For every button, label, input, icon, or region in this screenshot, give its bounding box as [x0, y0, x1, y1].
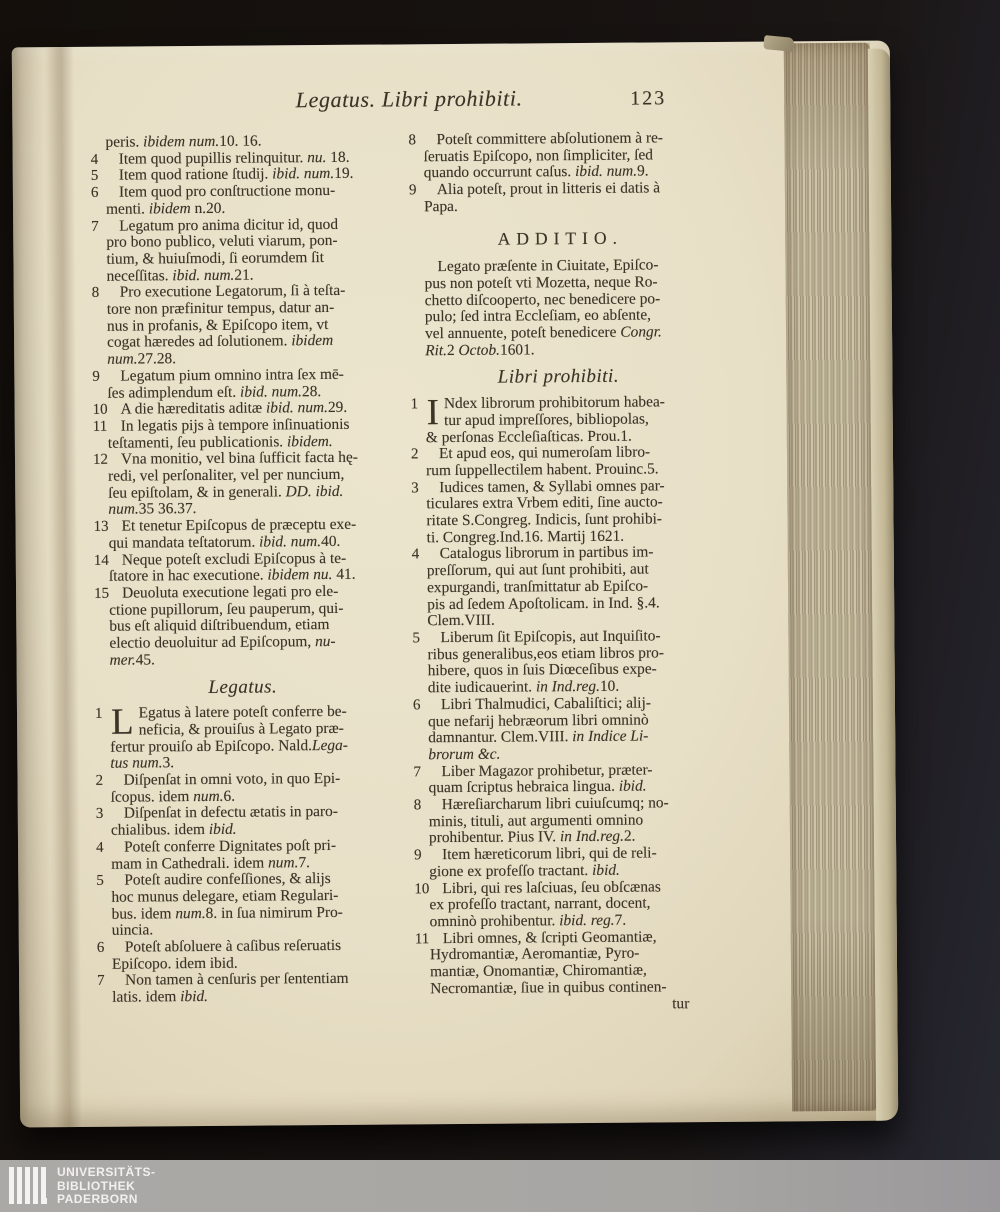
index-entry: [92, 449, 390, 519]
library-name-line: UNIVERSITÄTS-: [57, 1165, 156, 1179]
index-entry: [94, 701, 392, 773]
index-entry: [92, 415, 389, 452]
entry-text: Poteſt audire confeſſiones, & alijs hoc munus delegare, etiam Regulari- bus. idem num.8. in ſua nimirum Pro- uincia.: [111, 870, 343, 940]
paragraph: [424, 257, 706, 359]
fore-edge-page-stack: [784, 43, 878, 1112]
section-heading: ADDITIO.: [497, 227, 624, 249]
entry-text: Item quod pupillis relinquitur. nu. 18.: [118, 148, 350, 168]
index-entry: [410, 443, 707, 480]
entry-number: 6: [412, 697, 421, 714]
entry-number: 2: [410, 446, 419, 463]
entry-text: A die hæreditatis aditæ ibid. num.29.: [120, 399, 348, 418]
index-entry: [410, 392, 707, 446]
index-entry: [90, 182, 387, 219]
drop-cap: L: [110, 701, 134, 743]
entry-number: 13: [93, 518, 109, 536]
entry-text: Legatum pium omnino intra ſex mē- ſes adimplendum eſt. ibid. num.28.: [107, 365, 344, 402]
entry-number: 6: [96, 939, 105, 956]
text-columns: [90, 130, 711, 1018]
index-entry: [408, 129, 704, 182]
entry-number: 1: [410, 396, 419, 413]
entry-number: 11: [414, 930, 430, 947]
index-entry: [96, 936, 393, 974]
index-entry: [408, 179, 705, 216]
entry-text: Libri, qui res laſciuas, ſeu obſcænas ex profeſſo tractant, narrant, docent, omninò prohibentur. ibid. reg.7.: [429, 877, 661, 931]
library-logo-dot-icon: [41, 1198, 47, 1204]
entry-text: I Ndex librorum prohibitorum habea- tur apud impreſſores, bibliopolas, & perſonas Eccleſiaſticas. Prou.1.: [425, 392, 665, 446]
entry-text: L Egatus à latere poteſt conferre be- neficia, & prouiſus à Legato præ- fertur prouiſo ab Epiſcopo. Nald.Lega- tus num.3.: [110, 701, 348, 773]
entry-text: Pro executione Legatorum, ſi à teſta- tore non præfinitur tempus, datur an- nus in profanis, & Epiſcopo item, vt cogat hæredes ad ſolutionem. ibidem num.27.28.: [106, 282, 346, 368]
index-entry: [413, 761, 709, 798]
corner-damage: [763, 35, 794, 52]
index-entry: [92, 365, 388, 402]
entry-number: 14: [93, 552, 109, 569]
index-entry: [95, 836, 392, 873]
entry-number: 8: [91, 285, 100, 302]
index-entry: [97, 970, 393, 1007]
entry-number: 9: [92, 368, 100, 385]
index-entry: [96, 870, 393, 940]
entry-number: 11: [92, 418, 108, 435]
entry-number: 3: [95, 806, 104, 823]
watermark-band: [0, 1160, 1000, 1212]
entry-number: 7: [97, 973, 105, 990]
entry-text: Poteſt conferre Dignitates poſt pri- mam in Cathedrali. idem num.7.: [111, 836, 337, 873]
entry-number: 5: [412, 630, 420, 647]
entry-number: 4: [411, 546, 420, 563]
entry-text: Alia poteſt, prout in litteris ei datis à Papa.: [423, 179, 661, 216]
entry-text: Iudices tamen, & Syllabi omnes par- ticulares extra Vrbem editi, ſine aucto- ritate S.Congreg. Indicis, ſunt prohibi- ti. Congreg.Ind.16. Martij 1621.: [426, 477, 665, 546]
entry-number: 5: [96, 873, 104, 890]
entry-text: Vna monitio, vel bina ſufficit facta hę- redi, vel perſonaliter, vel per nuncium, ſeu epiſtolam, & in generali. DD. ibid. num.35 36.37.: [108, 449, 358, 519]
entry-number: 9: [408, 182, 417, 199]
entry-text: Hæreſiarcharum libri cuiuſcumq; no- minis, tituli, aut argumenti omnino prohibentur. Pius IV. in Ind.reg.2.: [428, 794, 669, 847]
entry-text: Catalogus librorum in partibus im- preſſorum, qui aut ſunt prohibiti, aut expurgandi, tranſmittatur ab Epiſco- pis ad ſedem Apoſtolicam. in Ind. §.4. Clem.VIII.: [426, 543, 660, 630]
index-entry: [91, 282, 389, 369]
text-column-left: [90, 133, 393, 1018]
entry-text: Liberum ſit Epiſcopis, aut Inquiſito- ribus generalibus,eos etiam libros pro- hibere, quos in ſuis Diœceſibus expe- dite iudicauerint. in Ind.reg.10.: [427, 627, 664, 697]
entry-text: Item quod pro conſtructione monu- menti. ibidem n.20.: [105, 182, 336, 218]
entry-text: Poteſt abſoluere à caſibus reſeruatis Epiſcopo. idem ibid.: [111, 936, 342, 973]
index-entry: [93, 515, 389, 553]
index-entry: [93, 549, 390, 586]
entry-number: 10: [92, 401, 108, 419]
index-entry: [414, 877, 710, 931]
entry-text: Liber Magazor prohibetur, præter- quam ſcriptus hebraica lingua. ibid.: [428, 761, 653, 797]
entry-number: 1: [94, 705, 103, 723]
entry-number: 5: [90, 168, 99, 185]
entry-text: peris. ibidem num.10. 16.: [105, 132, 262, 151]
index-entry: [412, 627, 709, 697]
entry-text: Item quod ratione ſtudij. ibid. num.19.: [118, 165, 354, 185]
section-heading: Libri prohibiti.: [497, 366, 620, 389]
library-name: [57, 1166, 156, 1207]
library-name-line: PADERBORN: [57, 1192, 138, 1206]
page-content: [90, 84, 711, 1018]
section-heading: Legatus.: [208, 675, 278, 698]
entry-text: Diſpenſat in defectu ætatis in paro- chialibus. idem ibid.: [110, 803, 338, 839]
index-entry: [414, 928, 712, 998]
index-entry: [414, 844, 710, 881]
entry-number: 7: [91, 218, 99, 235]
text-column-right: [408, 130, 711, 1015]
catchword: tur: [672, 995, 690, 1013]
running-title: Legatus. Libri prohibiti.: [295, 85, 523, 113]
entry-text: Poteſt committere abſolutionem à re- ſeruatis Epiſcopo, non ſimpliciter, ſed quando occurrunt caſus. ibid. num.9.: [423, 129, 664, 182]
entry-number: 8: [413, 797, 422, 814]
entry-text: Libri omnes, & ſcripti Geomantiæ, Hydromantiæ, Aeromantiæ, Pyro- mantiæ, Onomantiæ, Chiromantiæ, Necromantiæ, ſiue in quibus continen-: [429, 928, 667, 997]
entry-number: 3: [411, 479, 419, 496]
entry-text: Et apud eos, qui numeroſam libro- rum ſuppellectilem habent. Prouinc.5.: [426, 443, 659, 480]
index-entry: [95, 803, 392, 840]
page-header: [90, 84, 704, 135]
entry-text: Non tamen à cenſuris per ſententiam latis. idem ibid.: [112, 970, 349, 1006]
index-entry: [95, 769, 391, 807]
entry-text: Libri Thalmudici, Cabaliſtici; alij- que nefarij hebræorum libri omninò damnantur. Clem.VIII. in Indice Li- brorum &c.: [428, 694, 652, 764]
entry-text: Et tenetur Epiſcopus de præceptu exe- qui mandata teſtatorum. ibid. num.40.: [108, 515, 357, 552]
entry-number: 2: [95, 772, 104, 789]
index-entry: [413, 794, 710, 847]
index-entry: [411, 543, 709, 630]
entry-text: Diſpenſat in omni voto, in quo Epi- ſcopus. idem num.6.: [110, 769, 341, 806]
entry-number: 4: [90, 151, 99, 168]
entry-text: Item hæreticorum libri, qui de reli- gione ex profeſſo tractant. ibid.: [429, 844, 657, 881]
book-page: [12, 41, 898, 1128]
index-entry: [411, 477, 708, 547]
entry-number: 15: [94, 585, 110, 602]
entry-text: Legatum pro anima dicitur id, quod pro bono publico, veluti viarum, pon- tium, & huiuſmodi, ſi eorumdem ſit neceſſitas. ibid. num.21.: [106, 215, 339, 285]
drop-cap: I: [426, 392, 440, 434]
entry-text: In legatis pijs à tempore inſinuationis teſtamenti, ſeu publicationis. ibidem.: [107, 415, 350, 452]
page-number: 123: [630, 87, 667, 110]
entry-number: 10: [414, 880, 430, 897]
entry-number: 12: [92, 452, 109, 469]
entry-number: 6: [90, 184, 99, 201]
entry-text: Deuoluta executione legati pro ele- ctione pupillorum, ſeu pauperum, qui- bus eſt aliquid diſtribuendum, etiam electio deuoluitur ad Epiſcopum, nu- mer.45.: [109, 582, 344, 669]
index-entry: [412, 694, 710, 764]
library-name-line: BIBLIOTHEK: [57, 1178, 136, 1193]
entry-number: 9: [414, 847, 422, 864]
index-entry: [91, 215, 388, 285]
entry-text: Legato præſente in Ciuitate, Epiſco- pus non poteſt vti Mozetta, neque Ro- chetto diſcooperto, nec benedicere po- pulo; ſed intra Eccleſiam, eo abſente, vel annuente, poteſt benedicere Congr. Rit.2 Octob.1601.: [424, 256, 662, 359]
index-entry: [94, 582, 391, 669]
entry-number: 8: [408, 132, 417, 149]
entry-number: 4: [95, 839, 104, 856]
entry-text: Neque poteſt excludi Epiſcopus à te- ſtatore in hac executione. ibidem nu. 41.: [108, 549, 356, 585]
entry-number: 7: [413, 763, 422, 780]
